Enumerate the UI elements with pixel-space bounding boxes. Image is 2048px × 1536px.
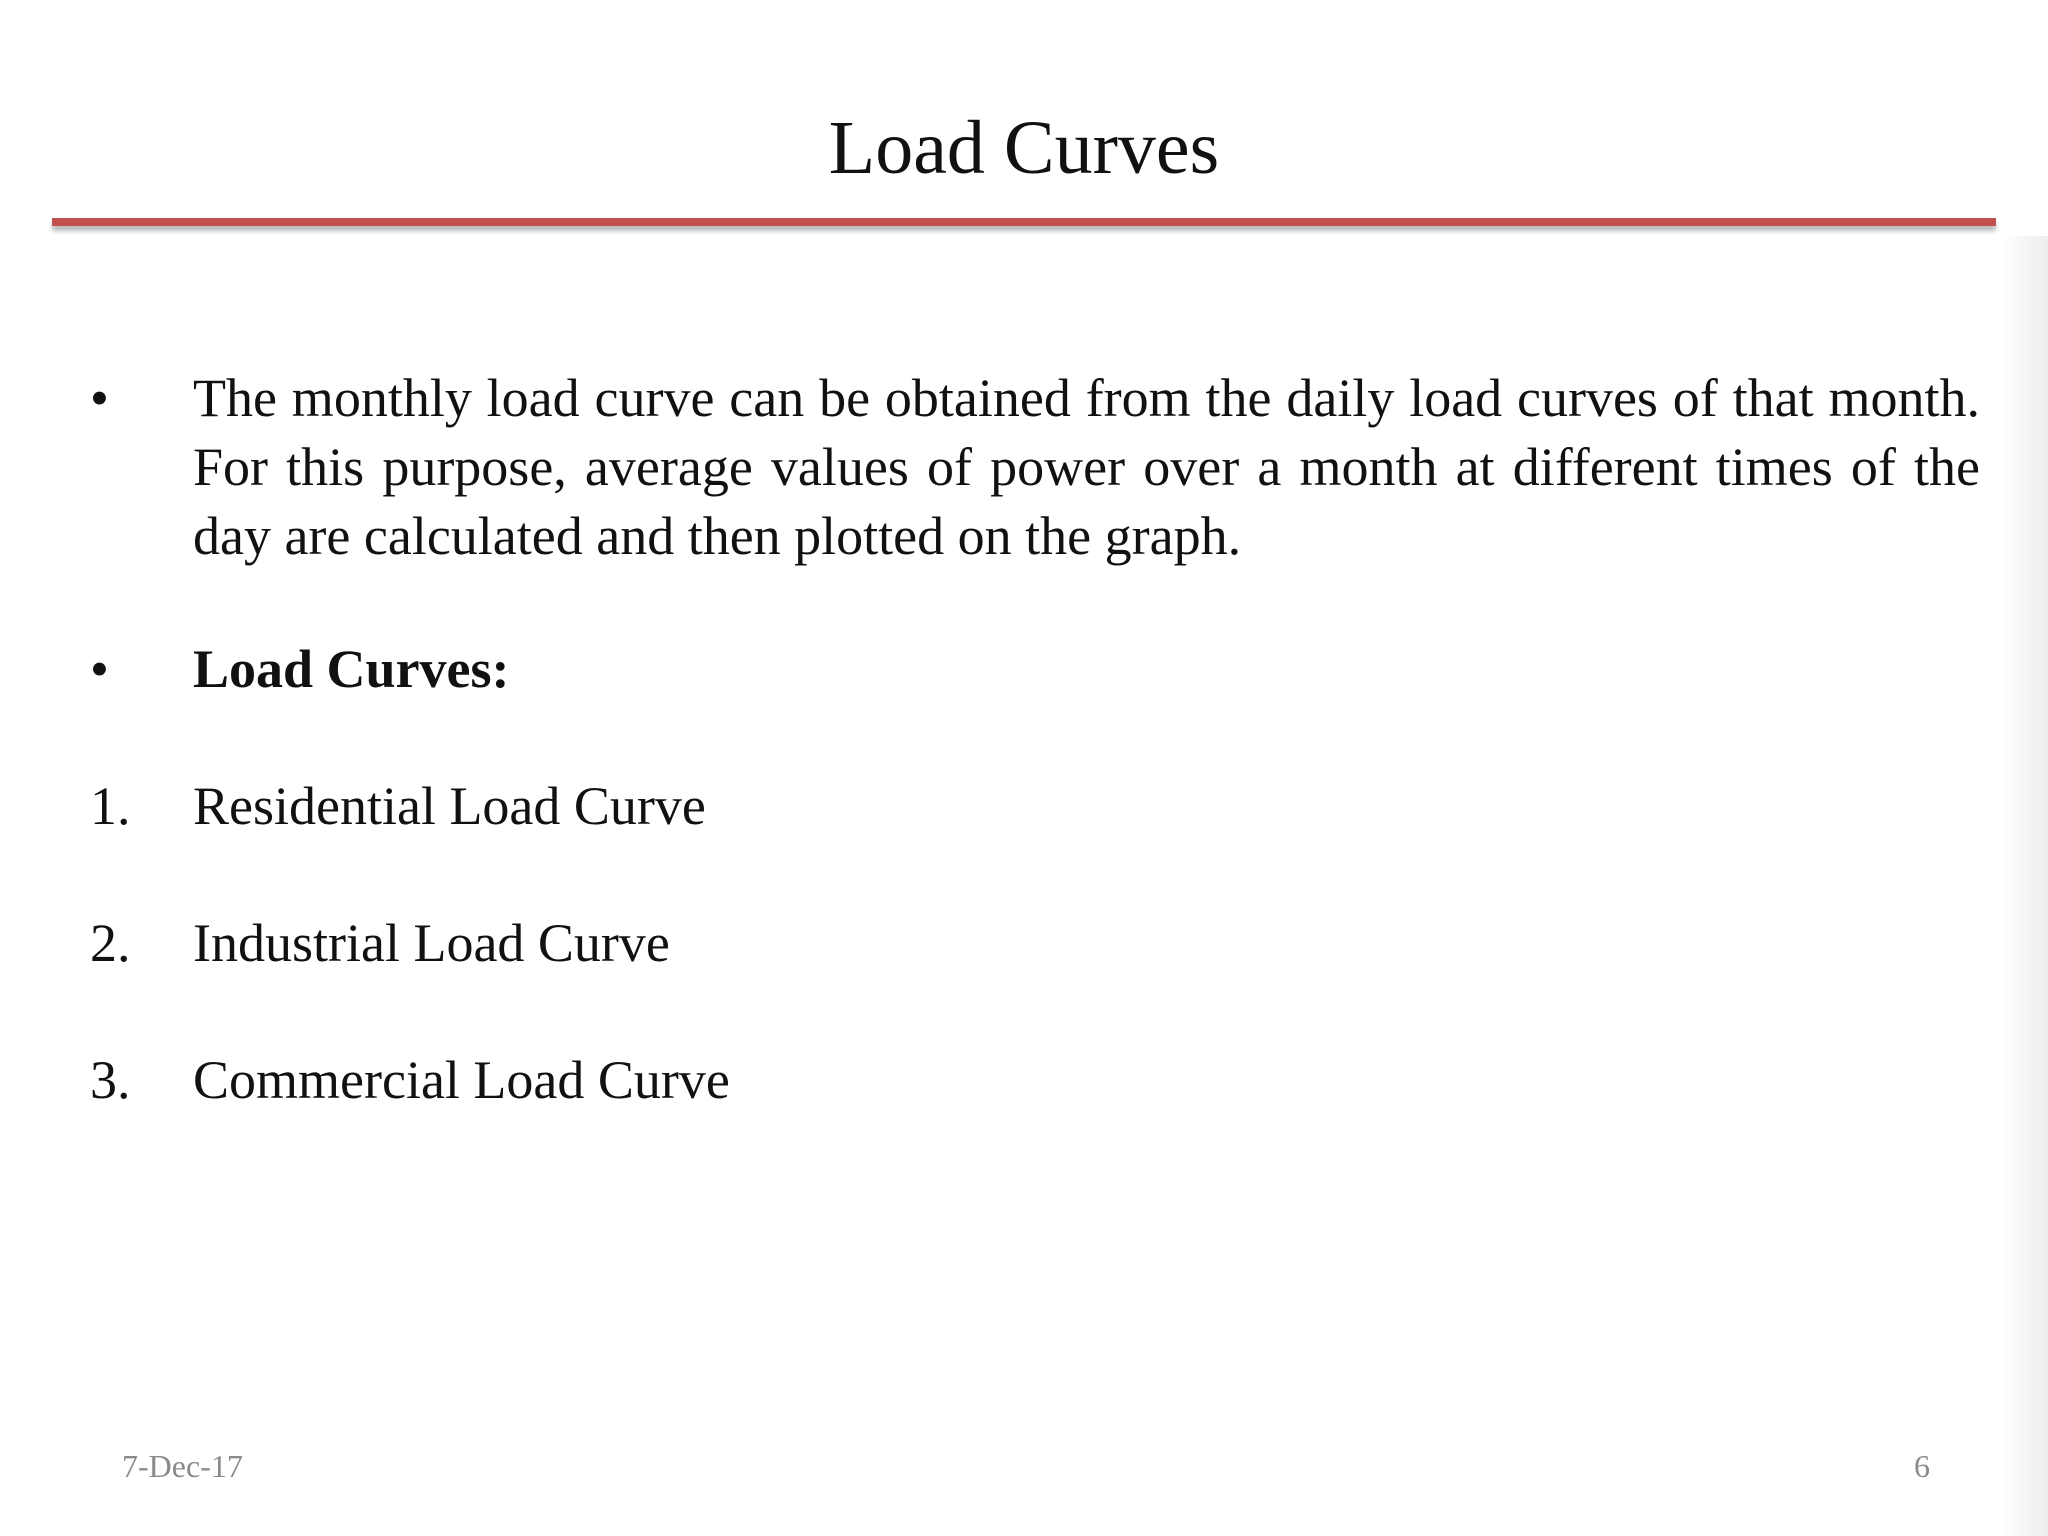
title-divider — [52, 218, 1996, 226]
list-item-text: Residential Load Curve — [193, 776, 706, 836]
list-item-text: Industrial Load Curve — [193, 913, 670, 973]
numbered-item — [90, 1046, 1980, 1115]
list-number: 1. — [90, 776, 131, 836]
footer-date: 7-Dec-17 — [122, 1448, 243, 1484]
slide-title: Load Curves — [828, 106, 1220, 190]
slide-edge-shadow — [2002, 236, 2048, 1536]
bullet-text: The monthly load curve can be obtained from the daily load curves of that month. For this purpose, average values of power over a month at different times of the day are calculated and then plotted on the graph. — [193, 368, 1980, 566]
list-number: 3. — [90, 1050, 131, 1110]
bullet-item — [90, 635, 1980, 704]
bullet-marker: • — [90, 639, 109, 699]
bullet-item — [90, 364, 1980, 574]
list-item-text: Commercial Load Curve — [193, 1050, 730, 1110]
bullet-marker: • — [90, 368, 109, 428]
list-number: 2. — [90, 913, 131, 973]
numbered-item — [90, 909, 1980, 978]
numbered-item — [90, 772, 1980, 841]
page-number: 6 — [1914, 1448, 1930, 1484]
bullet-heading: Load Curves: — [193, 639, 510, 699]
